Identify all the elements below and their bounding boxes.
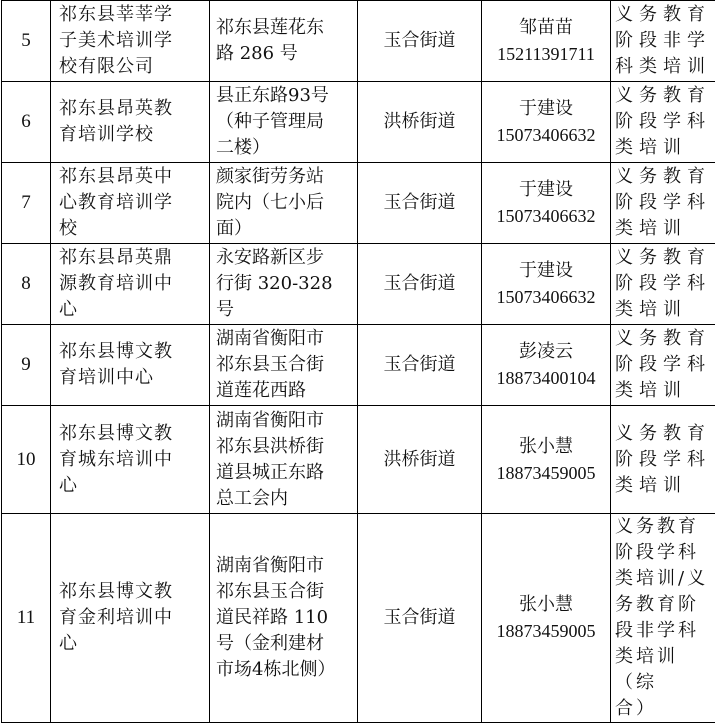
table-row: [2, 406, 715, 514]
table-row: [2, 1, 715, 82]
contact-cell: [482, 406, 611, 514]
row-number: 10: [2, 406, 51, 514]
contact-phone: 15073406632: [482, 122, 610, 148]
contact-name: 于建设: [482, 96, 610, 122]
street-office: 玉合街道: [358, 325, 482, 406]
training-type: [611, 325, 715, 406]
institution-name: [51, 406, 210, 514]
institution-name-text: 祁东县昂英鼎 源教育培训中 心: [59, 245, 209, 323]
street-office: 玉合街道: [358, 244, 482, 325]
contact-name: 于建设: [482, 177, 610, 203]
contact-phone: 15211391711: [482, 41, 610, 67]
contact-cell: [482, 1, 611, 82]
contact-name: 彭凌云: [482, 339, 610, 365]
table-row: [2, 82, 715, 163]
training-type-text: 义务教育 阶段学科 类培训: [615, 83, 715, 161]
institution-address-text: 县正东路93号 （种子管理局 二楼）: [216, 83, 357, 161]
table-row: [2, 244, 715, 325]
training-type-text: 义务教育 阶段学科 类培训/义 务教育阶 段非学科 类培训（综 合）: [615, 514, 715, 722]
contact-cell: [482, 82, 611, 163]
training-type-text: 义务教育 阶段非学 科类培训: [615, 2, 715, 80]
contact-phone: 18873400104: [482, 365, 610, 391]
institution-name: [51, 163, 210, 244]
contact-phone: 18873459005: [482, 460, 610, 486]
institution-name-text: 祁东县博文教 育城东培训中 心: [59, 421, 209, 499]
table-row: [2, 163, 715, 244]
row-number: 5: [2, 1, 51, 82]
institution-name-text: 祁东县博文教 育培训中心: [59, 339, 209, 391]
institution-address-text: 永安路新区步 行街 320-328 号: [216, 245, 357, 323]
contact-name: 于建设: [482, 258, 610, 284]
row-number: 8: [2, 244, 51, 325]
contact-cell: [482, 514, 611, 723]
training-type: [611, 244, 715, 325]
row-number: 6: [2, 82, 51, 163]
institution-name: [51, 325, 210, 406]
contact-name: 张小慧: [482, 592, 610, 618]
street-office: 洪桥街道: [358, 82, 482, 163]
institution-address: [210, 514, 358, 723]
institution-name: [51, 1, 210, 82]
institution-name-text: 祁东县昂英教 育培训学校: [59, 96, 209, 148]
contact-cell: [482, 325, 611, 406]
row-number: 7: [2, 163, 51, 244]
contact-cell: [482, 244, 611, 325]
street-office: 洪桥街道: [358, 406, 482, 514]
contact-phone: 15073406632: [482, 284, 610, 310]
training-type: [611, 163, 715, 244]
institution-name-text: 祁东县昂英中 心教育培训学 校: [59, 164, 209, 242]
contact-cell: [482, 163, 611, 244]
street-office: 玉合街道: [358, 163, 482, 244]
training-type-text: 义务教育 阶段学科 类培训: [615, 326, 715, 404]
institution-name: [51, 82, 210, 163]
table-row: [2, 325, 715, 406]
institution-address-text: 祁东县莲花东 路 286 号: [216, 15, 357, 67]
training-type: [611, 406, 715, 514]
street-office: 玉合街道: [358, 1, 482, 82]
training-type: [611, 1, 715, 82]
contact-phone: 18873459005: [482, 618, 610, 644]
institution-name: [51, 514, 210, 723]
contact-name: 张小慧: [482, 434, 610, 460]
institution-address: [210, 82, 358, 163]
training-type: [611, 514, 715, 723]
institution-address: [210, 325, 358, 406]
institution-name-text: 祁东县莘莘学 子美术培训学 校有限公司: [59, 2, 209, 80]
institution-address-text: 颜家街劳务站 院内（七小后 面）: [216, 164, 357, 242]
institution-address-text: 湖南省衡阳市 祁东县玉合街 道民祥路 110 号（金利建材 市场4栋北侧）: [216, 553, 357, 683]
institution-address: [210, 406, 358, 514]
institution-address: [210, 244, 358, 325]
institution-address-text: 湖南省衡阳市 祁东县玉合街 道莲花西路: [216, 326, 357, 404]
training-type: [611, 82, 715, 163]
institution-name: [51, 244, 210, 325]
institution-address-text: 湖南省衡阳市 祁东县洪桥街 道县城正东路 总工会内: [216, 408, 357, 512]
table-row: [2, 514, 715, 723]
training-type-text: 义务教育 阶段学科 类培训: [615, 421, 715, 499]
row-number: 9: [2, 325, 51, 406]
institution-table: [1, 0, 715, 723]
institution-address: [210, 163, 358, 244]
institution-name-text: 祁东县博文教 育金利培训中 心: [59, 579, 209, 657]
row-number: 11: [2, 514, 51, 723]
street-office: 玉合街道: [358, 514, 482, 723]
contact-name: 邹苗苗: [482, 15, 610, 41]
institution-address: [210, 1, 358, 82]
contact-phone: 15073406632: [482, 203, 610, 229]
training-type-text: 义务教育 阶段学科 类培训: [615, 245, 715, 323]
training-type-text: 义务教育 阶段学科 类培训: [615, 164, 715, 242]
